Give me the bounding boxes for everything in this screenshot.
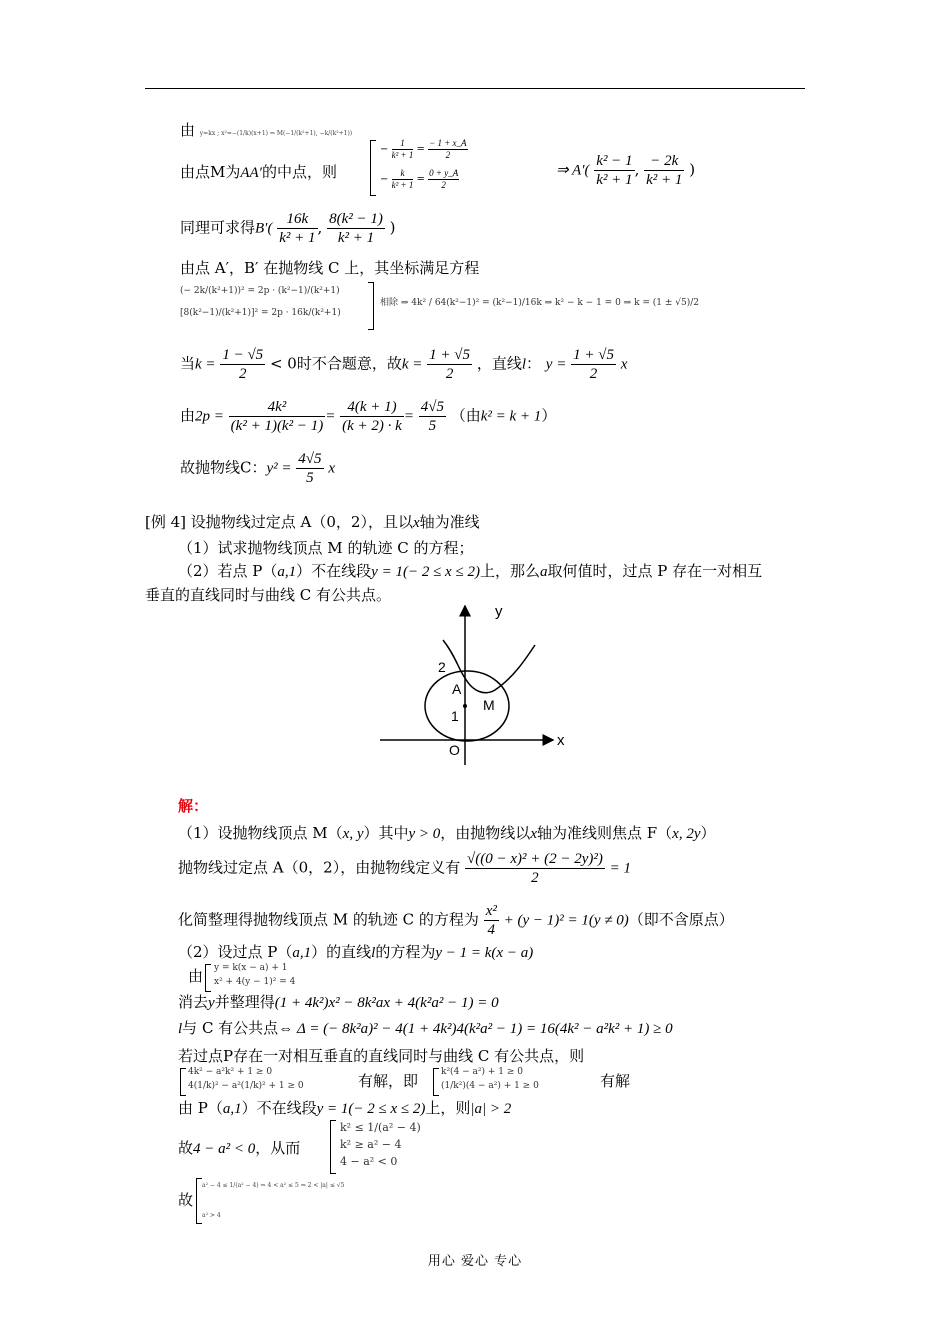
- midpoint-system-brace: [370, 140, 376, 196]
- question-2-cont: 垂直的直线同时与曲线 C 有公共点。: [145, 586, 392, 604]
- solution-12-label: 故: [178, 1191, 194, 1209]
- midpoint-result: ⇒ A′( $\frac{\text{k² − 1}}{\text{k² + 1}}$ , $\frac{- 2k}{\text{k² + 1}}$ ): [556, 153, 696, 188]
- solution-8: 若过点P存在一对相互垂直的直线同时与曲线 C 有公共点，则: [178, 1047, 585, 1065]
- page-footer: 用心 爱心 专心: [427, 1254, 523, 1269]
- line-7: 由2p = $\frac{\text{4k²}}{\text{(k² + 1)(k² − 1)}}$ = $\frac{4(k + 1)}{(k + 2) \cdot k}$ = $\frac{4√5}{5}$ （由k² = k + 1）: [180, 399, 557, 434]
- midpoint-row-1: − $\frac{1}{\text{k² + 1}}$ = $\frac{- 1 + x\_A}{2}$: [380, 138, 467, 160]
- point-m-label: M: [483, 697, 495, 713]
- system-row-2: [8(k²−1)/(k²+1)]² = 2p · 16k/(k²+1): [180, 308, 341, 318]
- solution-5-row-2: x² + 4(y − 1)² = 4: [214, 977, 296, 987]
- solution-6: 消去y并整理得(1 + 4k²)x² − 8k²ax + 4(k²a² − 1) = 0: [178, 993, 499, 1011]
- solution-9-row-3: k²(4 − a²) + 1 ≥ 0: [441, 1067, 524, 1077]
- solution-9-row-2: 4(1/k)² − a²(1/k)² + 1 ≥ 0: [188, 1081, 304, 1091]
- solution-11-row-2: k² ≥ a² − 4: [340, 1138, 402, 1151]
- solution-4: （2）设过点 P（a,1）的直线l的方程为y − 1 = k(x − a): [178, 943, 534, 961]
- system-row-1: (− 2k/(k²+1))² = 2p · (k²−1)/(k²+1): [180, 286, 340, 296]
- solution-7: l与 C 有公共点⇔ Δ = (− 8k²a)² − 4(1 + 4k²)4(k²a² − 1) = 16(4k² − a²k² + 1) ≥ 0: [178, 1019, 673, 1037]
- header-rule: [145, 88, 805, 89]
- line-8: 故抛物线C：y² = $\frac{4√5}{5}$ x: [180, 451, 335, 486]
- midpoint-row-2: − $\frac{k}{\text{k² + 1}}$ = $\frac{0 + y\_A}{2}$: [380, 168, 459, 190]
- solution-11-brace: [330, 1120, 336, 1174]
- y-axis-label: y: [495, 603, 503, 620]
- system-conclusion: 相除 ⇒ 4k² / 64(k²−1)² = (k²−1)/16k ⇒ k² − k − 1 = 0 ⇒ k = (1 ± √5)/2: [380, 298, 700, 308]
- solution-9-text-1: 有解，即: [358, 1072, 419, 1090]
- tick-2-label: 2: [438, 659, 446, 675]
- figure-ellipse-parabola: [375, 600, 575, 770]
- line-3: 同理可求得B′( $\frac{16k}{\text{k² + 1}}$ , $\frac{\text{8(k² − 1)}}{\text{k² + 1}}$ ): [180, 211, 396, 246]
- point-a-label: A: [452, 681, 462, 697]
- system-right-brace: [368, 282, 374, 330]
- solution-10: 由 P（a,1）不在线段y = 1(− 2 ≤ x ≤ 2)上，则|a| > 2: [178, 1099, 512, 1117]
- line-4: 由点 A′，B′ 在抛物线 C 上，其坐标满足方程: [180, 259, 480, 277]
- solution-11-row-1: k² ≤ 1/(a² − 4): [340, 1121, 421, 1134]
- origin-label: O: [449, 742, 460, 758]
- solution-11: 故4 − a² < 0，从而: [178, 1139, 301, 1157]
- x-axis-label: x: [557, 732, 565, 749]
- solution-12-row-1: a² − 4 ≤ 1/(a² − 4) ⇒ 4 < a² ≤ 5 ⇒ 2 < |a| ≤ √5: [202, 1182, 345, 1189]
- solution-5-brace: [205, 964, 211, 992]
- point-center-dot: [463, 704, 467, 708]
- line-1: 由 y=kx ; x²=−(1/k)(x+1) ⇒ M(−1/(k²+1), −k/(k²+1)): [180, 121, 353, 139]
- solution-12-row-2: a² > 4: [202, 1212, 221, 1219]
- line-6: 当k = $\frac{1 - √5}{2}$ < 0时不合题意，故k = $\frac{1 + √5}{2}$ ，直线l： y = $\frac{1 + √5}{2}$ x: [180, 347, 628, 382]
- solution-heading: 解：: [178, 797, 209, 815]
- tick-1-label: 1: [451, 708, 459, 724]
- line-2-label: 由点M为AA′的中点，则: [180, 163, 337, 181]
- question-1: （1）试求抛物线顶点 M 的轨迹 C 的方程；: [178, 539, 474, 557]
- solution-5-label: 由: [188, 967, 204, 985]
- solution-11-row-3: 4 − a² < 0: [340, 1155, 398, 1168]
- question-2: （2）若点 P（a,1）不在线段y = 1(− 2 ≤ x ≤ 2)上，那么a取何值时，过点 P 存在一对相互: [178, 562, 763, 580]
- solution-3: 化简整理得抛物线顶点 M 的轨迹 C 的方程为 $\frac{\text{x²}}{4}$ + (y − 1)² = 1(y ≠ 0)（即不含原点）: [178, 903, 734, 938]
- solution-2: 抛物线过定点 A（0，2），由抛物线定义有 $\frac{\text{√((0 − x)² + (2 − 2y)²)}}{2}$ = 1: [178, 851, 632, 886]
- example-4-heading: [例 4] 设抛物线过定点 A（0，2），且以x轴为准线: [145, 513, 480, 531]
- solution-9-row-4: (1/k²)(4 − a²) + 1 ≥ 0: [441, 1081, 539, 1091]
- solution-9-brace-2: [433, 1068, 439, 1096]
- solution-5-row-1: y = k(x − a) + 1: [214, 963, 288, 973]
- solution-9-row-1: 4k² − a²k² + 1 ≥ 0: [188, 1067, 273, 1077]
- line-1-tiny-formula: y=kx ; x²=−(1/k)(x+1) ⇒ M(−1/(k²+1), −k/(k²+1)): [199, 130, 353, 137]
- solution-1: （1）设抛物线顶点 M（x, y）其中y > 0，由抛物线以x轴为准线则焦点 F（x, 2y）: [178, 824, 716, 842]
- solution-9-text-2: 有解: [600, 1072, 631, 1090]
- solution-9-brace-1: [180, 1068, 186, 1096]
